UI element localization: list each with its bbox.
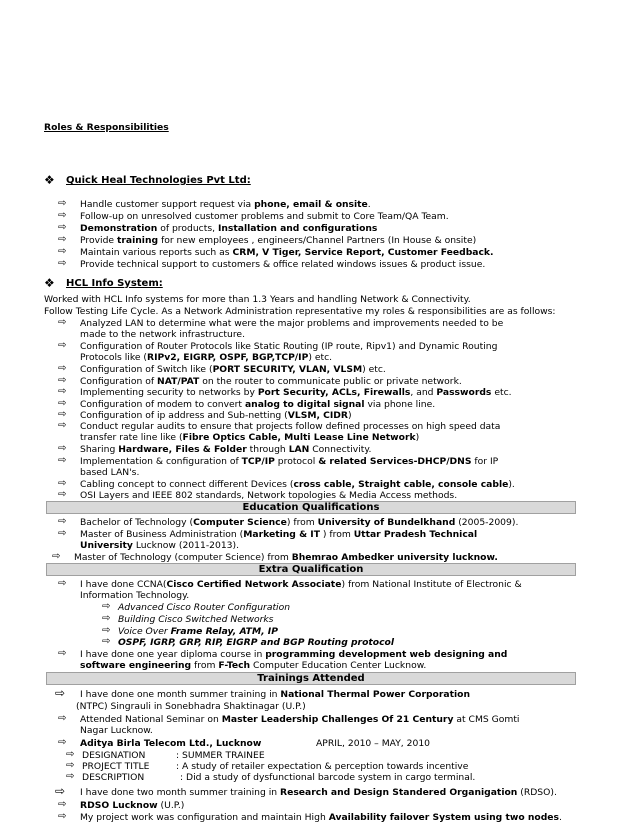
hcl-item-cont: based LAN's. bbox=[80, 467, 140, 478]
arrow-icon: ⇨ bbox=[66, 760, 75, 771]
arrow-icon: ⇨ bbox=[58, 234, 67, 245]
arrow-icon: ⇨ bbox=[58, 246, 67, 257]
quickheal-item: Maintain various reports such as CRM, V Tiger, Service Report, Customer Feedback. bbox=[80, 247, 494, 258]
arrow-icon: ⇨ bbox=[102, 601, 111, 612]
diamond-icon: ❖ bbox=[44, 276, 55, 290]
hcl-item: Sharing Hardware, Files & Folder through LAN Connectivity. bbox=[80, 444, 372, 455]
arrow-icon: ⇨ bbox=[58, 528, 67, 539]
training-item: My project work was configuration and maintain High Availability failover System using two nodes. bbox=[80, 812, 562, 823]
arrow-icon: ⇨ bbox=[52, 551, 61, 562]
training-detail-value: : Did a study of dysfunctional barcode system in cargo terminal. bbox=[180, 772, 476, 783]
hcl-item: Cabling concept to connect different Devices (cross cable, Straight cable, console cable). bbox=[80, 479, 515, 490]
hcl-intro-1: Worked with HCL Info systems for more than 1.3 Years and handling Network & Connectivity. bbox=[44, 294, 471, 305]
arrow-icon: ⇨ bbox=[58, 420, 67, 431]
hcl-item: Configuration of NAT/PAT on the router to communicate public or private network. bbox=[80, 376, 462, 387]
arrow-icon: ⇨ bbox=[102, 625, 111, 636]
arrow-icon: ⇨ bbox=[58, 222, 67, 233]
arrow-icon: ⇨ bbox=[58, 317, 67, 328]
training-detail-value: : SUMMER TRAINEE bbox=[176, 750, 265, 761]
arrow-icon: ⇨ bbox=[58, 455, 67, 466]
hcl-item: Conduct regular audits to ensure that projects follow defined processes on high speed data bbox=[80, 421, 501, 432]
ccna-topic: Voice Over Frame Relay, ATM, IP bbox=[118, 626, 278, 637]
training-item: I have done one month summer training in National Thermal Power Corporation bbox=[80, 689, 470, 700]
quickheal-item: Provide technical support to customers & office related windows issues & product issue. bbox=[80, 259, 486, 270]
quickheal-title: Quick Heal Technologies Pvt Ltd: bbox=[66, 175, 251, 186]
arrow-icon: ⇨ bbox=[58, 398, 67, 409]
diamond-icon: ❖ bbox=[44, 173, 55, 187]
training-detail-key: DESCRIPTION bbox=[82, 772, 145, 783]
arrow-icon: ⇨ bbox=[58, 386, 67, 397]
trainings-header: Trainings Attended bbox=[46, 672, 576, 685]
hcl-item-cont: made to the network infrastructure. bbox=[80, 329, 245, 340]
extra-item-cont: Information Technology. bbox=[80, 590, 190, 601]
arrow-icon: ⇨ bbox=[66, 749, 75, 760]
arrow-icon: ⇨ bbox=[58, 409, 67, 420]
arrow-icon: ⇨ bbox=[58, 578, 67, 589]
roles-heading: Roles & Responsibilities bbox=[44, 122, 169, 133]
extra-item-cont: software engineering from F-Tech Computer Education Center Lucknow. bbox=[80, 660, 427, 671]
arrow-icon: ⇨ bbox=[58, 799, 67, 810]
arrow-icon: ⇨ bbox=[58, 737, 67, 748]
ccna-topic: OSPF, IGRP, GRP, RIP, EIGRP and BGP Routing protocol bbox=[118, 637, 395, 648]
arrow-icon: ⇨ bbox=[58, 363, 67, 374]
arrow-icon: ⇨ bbox=[58, 478, 67, 489]
arrow-icon: ⇨ bbox=[58, 489, 67, 500]
education-header: Education Qualifications bbox=[46, 501, 576, 514]
extra-item: I have done one year diploma course in programming development web designing and bbox=[80, 649, 508, 660]
hcl-item: Implementing security to networks by Port Security, ACLs, Firewalls, and Passwords etc. bbox=[80, 387, 512, 398]
arrow-icon: ⇨ bbox=[58, 198, 67, 209]
ccna-topic: Building Cisco Switched Networks bbox=[118, 614, 274, 625]
arrow-icon: ⇨ bbox=[55, 784, 66, 798]
quickheal-item: Handle customer support request via phone, email & onsite. bbox=[80, 199, 371, 210]
arrow-icon: ⇨ bbox=[58, 713, 67, 724]
training-detail-key: PROJECT TITLE bbox=[82, 761, 150, 772]
hcl-item: Configuration of modem to convert analog to digital signal via phone line. bbox=[80, 399, 436, 410]
quickheal-item: Demonstration of products, Installation and configurations bbox=[80, 223, 378, 234]
hcl-title: HCL Info System: bbox=[66, 278, 163, 289]
quickheal-item: Provide training for new employees , engineers/Channel Partners (In House & onsite) bbox=[80, 235, 477, 246]
training-detail-key: DESIGNATION bbox=[82, 750, 146, 761]
training-item-cont: Nagar Lucknow. bbox=[80, 725, 153, 736]
arrow-icon: ⇨ bbox=[58, 340, 67, 351]
hcl-item: Configuration of ip address and Sub-netting (VLSM, CIDR) bbox=[80, 410, 352, 421]
training-dates: APRIL, 2010 – MAY, 2010 bbox=[316, 738, 431, 749]
training-item: RDSO Lucknow (U.P.) bbox=[80, 800, 185, 811]
hcl-item: Configuration of Switch like (PORT SECURITY, VLAN, VLSM) etc. bbox=[80, 364, 386, 375]
training-item: Attended National Seminar on Master Leadership Challenges Of 21 Century at CMS Gomti bbox=[80, 714, 520, 725]
arrow-icon: ⇨ bbox=[58, 443, 67, 454]
training-item-cont: (NTPC) Singrauli in Sonebhadra Shaktinagar (U.P.) bbox=[76, 701, 306, 712]
hcl-item: OSI Layers and IEEE 802 standards, Network topologies & Media Access methods. bbox=[80, 490, 458, 501]
arrow-icon: ⇨ bbox=[58, 648, 67, 659]
quickheal-item: Follow-up on unresolved customer problems and submit to Core Team/QA Team. bbox=[80, 211, 449, 222]
hcl-intro-2: Follow Testing Life Cycle. As a Network Administration representative my roles & responsibilities are as follows: bbox=[44, 306, 556, 317]
hcl-item: Implementation & configuration of TCP/IP protocol & related Services-DHCP/DNS for IP bbox=[80, 456, 499, 467]
ccna-topic: Advanced Cisco Router Configuration bbox=[118, 602, 291, 613]
extra-qualification-header: Extra Qualification bbox=[46, 563, 576, 576]
extra-item: I have done CCNA(Cisco Certified Network Associate) from National Institute of Electronic & bbox=[80, 579, 522, 590]
arrow-icon: ⇨ bbox=[102, 613, 111, 624]
arrow-icon: ⇨ bbox=[55, 686, 66, 700]
hcl-item-cont: Protocols like (RIPv2, EIGRP, OSPF, BGP,TCP/IP) etc. bbox=[80, 352, 333, 363]
hcl-item: Analyzed LAN to determine what were the major problems and improvements needed to be bbox=[80, 318, 504, 329]
arrow-icon: ⇨ bbox=[58, 811, 67, 822]
arrow-icon: ⇨ bbox=[102, 636, 111, 647]
arrow-icon: ⇨ bbox=[66, 771, 75, 782]
arrow-icon: ⇨ bbox=[58, 516, 67, 527]
education-item: Master of Technology (computer Science) from Bhemrao Ambedker university lucknow. bbox=[74, 552, 498, 563]
arrow-icon: ⇨ bbox=[58, 258, 67, 269]
training-item: I have done two month summer training in Research and Design Standered Organigation (RDSO). bbox=[80, 787, 557, 798]
hcl-item: Configuration of Router Protocols like Static Routing (IP route, Ripv1) and Dynamic Routing bbox=[80, 341, 498, 352]
training-company: Aditya Birla Telecom Ltd., Lucknow bbox=[80, 738, 262, 749]
education-item: Bachelor of Technology (Computer Science) from University of Bundelkhand (2005-2009). bbox=[80, 517, 519, 528]
education-item-cont: University Lucknow (2011-2013). bbox=[80, 540, 240, 551]
training-detail-value: : A study of retailer expectation & perception towards incentive bbox=[176, 761, 469, 772]
arrow-icon: ⇨ bbox=[58, 210, 67, 221]
education-item: Master of Business Administration (Marketing & IT ) from Uttar Pradesh Technical bbox=[80, 529, 478, 540]
arrow-icon: ⇨ bbox=[58, 375, 67, 386]
hcl-item-cont: transfer rate line like (Fibre Optics Cable, Multi Lease Line Network) bbox=[80, 432, 420, 443]
